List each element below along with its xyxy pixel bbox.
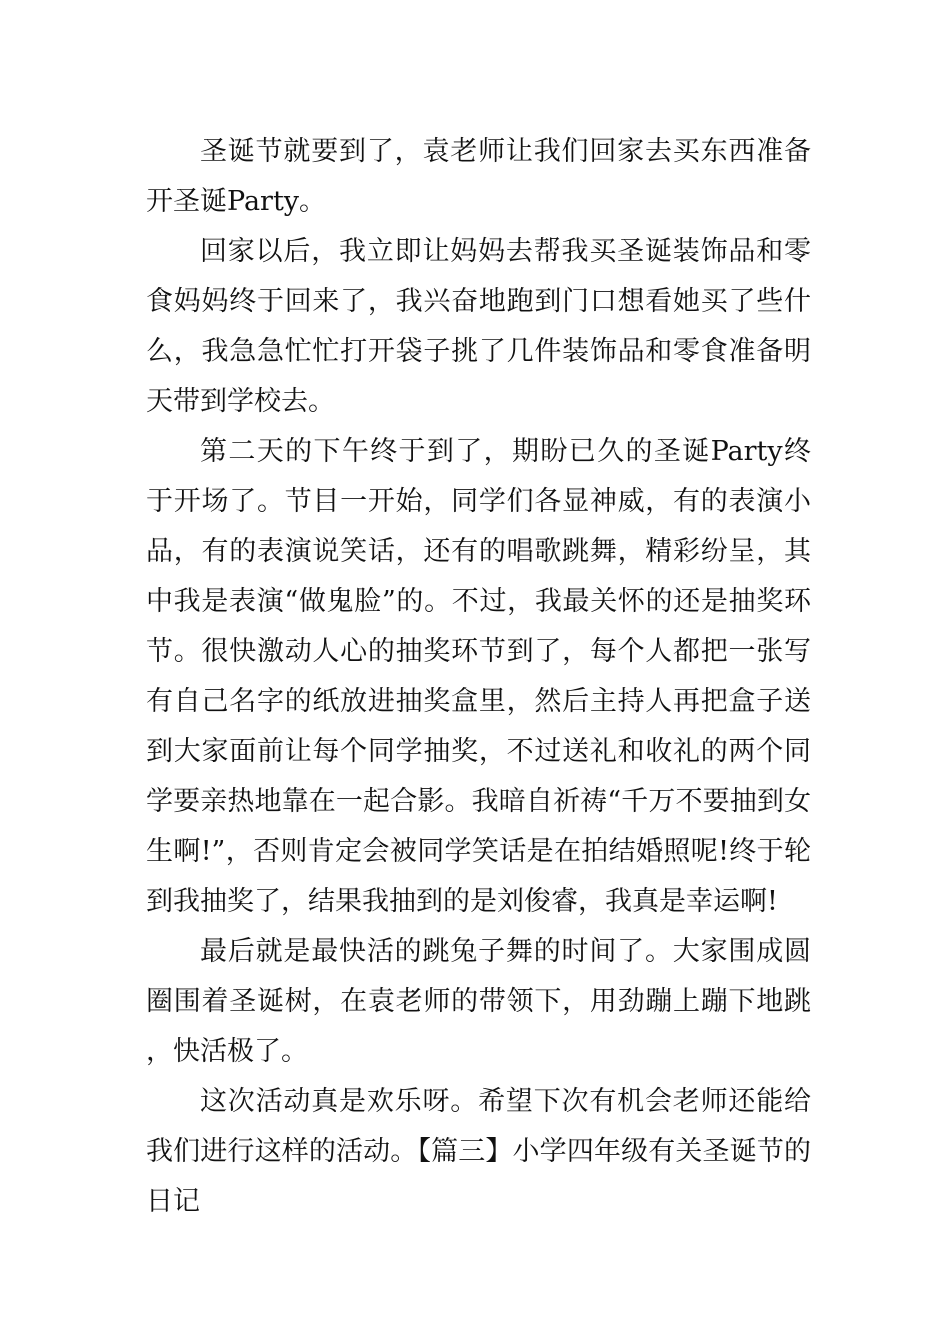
paragraph-5: 这次活动真是欢乐呀。希望下次有机会老师还能给我们进行这样的活动。【篇三】小学四年级有关圣诞节的日记 [146,1086,811,1217]
paragraph-4: 最后就是最快活的跳兔子舞的时间了。大家围成圆圈围着圣诞树，在袁老师的带领下，用劲蹦上蹦下地跳，快活极了。 [146,936,811,1067]
document-body [146,127,811,1227]
paragraph-1: 圣诞节就要到了，袁老师让我们回家去买东西准备开圣诞Party。 [146,136,811,217]
paragraph-3: 第二天的下午终于到了，期盼已久的圣诞Party终于开场了。节目一开始，同学们各显神威，有的表演小品，有的表演说笑话，还有的唱歌跳舞，精彩纷呈，其中我是表演“做鬼脸”的。不过，我最关怀的还是抽奖环节。很快激动人心的抽奖环节到了，每个人都把一张写有自己名字的纸放进抽奖盒里，然后主持人再把盒子送到大家面前让每个同学抽奖，不过送礼和收礼的两个同学要亲热地靠在一起合影。我暗自祈祷“千万不要抽到女生啊!”，否则肯定会被同学笑话是在拍结婚照呢!终于轮到我抽奖了，结果我抽到的是刘俊睿，我真是幸运啊! [146,436,811,917]
paragraph-2: 回家以后，我立即让妈妈去帮我买圣诞装饰品和零食妈妈终于回来了，我兴奋地跑到门口想看她买了些什么，我急急忙忙打开袋子挑了几件装饰品和零食准备明天带到学校去。 [146,236,811,417]
